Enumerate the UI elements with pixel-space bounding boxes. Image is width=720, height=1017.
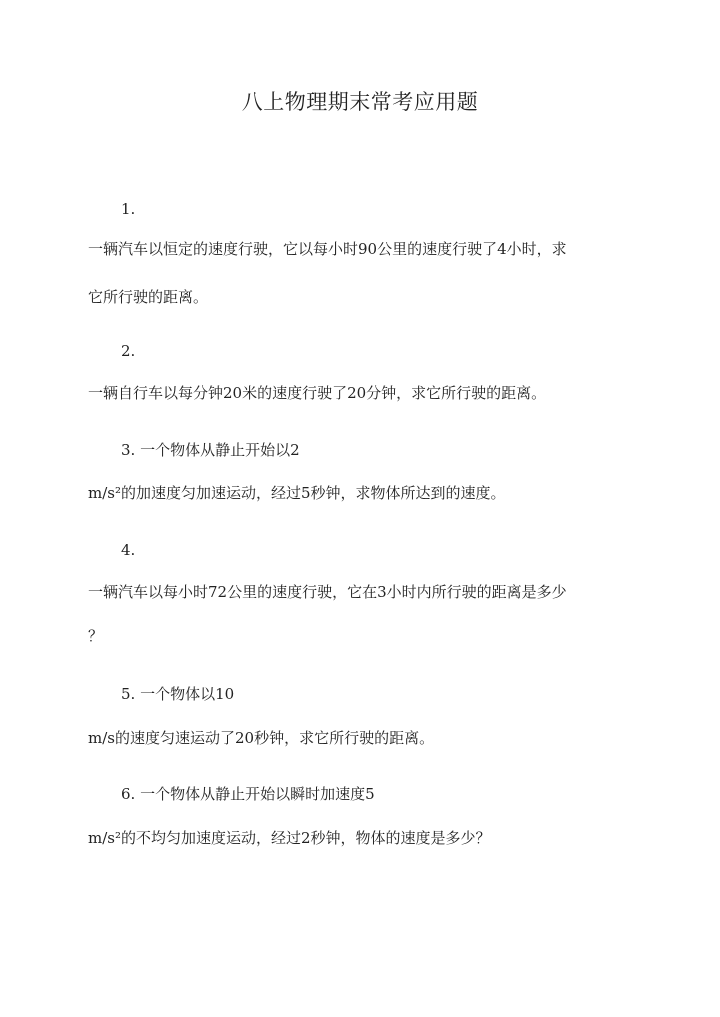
question-6-number: 6. 一个物体从静止开始以瞬时加速度5: [121, 785, 375, 803]
question-4-text-line-2: ？: [88, 627, 104, 645]
question-6-text-line-1: m/s²的不均匀加速度运动，经过2秒钟，物体的速度是多少？: [88, 829, 491, 847]
question-3-text-line-1: m/s²的加速度匀加速运动，经过5秒钟，求物体所达到的速度。: [88, 484, 506, 502]
question-5-text-line-1: m/s的速度匀速运动了20秒钟，求它所行驶的距离。: [88, 729, 435, 747]
document-title: 八上物理期末常考应用题: [241, 90, 479, 114]
question-1-number: 1.: [121, 200, 136, 218]
question-5-number: 5. 一个物体以10: [121, 685, 235, 703]
question-4-text-line-1: 一辆汽车以每小时72公里的速度行驶，它在3小时内所行驶的距离是多少: [88, 583, 567, 601]
question-2-text-line-1: 一辆自行车以每分钟20米的速度行驶了20分钟，求它所行驶的距离。: [88, 384, 547, 402]
question-1-text-line-1: 一辆汽车以恒定的速度行驶，它以每小时90公里的速度行驶了4小时，求: [88, 240, 567, 258]
question-3-number: 3. 一个物体从静止开始以2: [121, 441, 300, 459]
question-4-number: 4.: [121, 541, 136, 559]
question-1-text-line-2: 它所行驶的距离。: [88, 288, 209, 306]
question-2-number: 2.: [121, 342, 136, 360]
